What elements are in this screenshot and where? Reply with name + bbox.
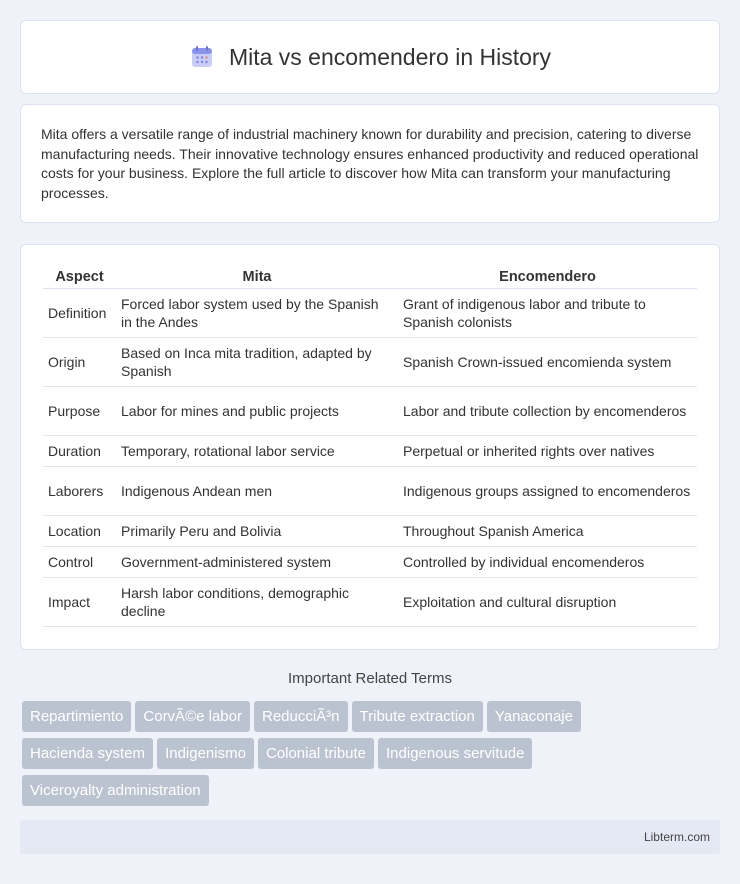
- related-term-tag[interactable]: Colonial tribute: [258, 738, 374, 769]
- footer-link[interactable]: Libterm.com: [643, 830, 710, 844]
- table-cell: Perpetual or inherited rights over natives: [398, 436, 697, 467]
- table-cell: Duration: [43, 436, 116, 467]
- related-term-tag[interactable]: ReducciÃ³n: [254, 701, 348, 732]
- table-cell: Controlled by individual encomenderos: [398, 547, 697, 578]
- table-cell: Definition: [43, 289, 116, 338]
- table-cell: Throughout Spanish America: [398, 516, 697, 547]
- column-header: Mita: [116, 263, 398, 289]
- related-term-tag[interactable]: CorvÃ©e labor: [135, 701, 250, 732]
- table-cell: Indigenous groups assigned to encomenderos: [398, 467, 697, 516]
- related-term-tag[interactable]: Tribute extraction: [352, 701, 483, 732]
- table-cell: Government-administered system: [116, 547, 398, 578]
- table-cell: Spanish Crown-issued encomienda system: [398, 338, 697, 387]
- related-term-tag[interactable]: Hacienda system: [22, 738, 153, 769]
- column-header: Aspect: [43, 263, 116, 289]
- table-cell: Laborers: [43, 467, 116, 516]
- related-terms-title: Important Related Terms: [288, 670, 452, 687]
- table-row: [43, 467, 697, 516]
- page-title: Mita vs encomendero in History: [228, 43, 552, 70]
- intro-card: [20, 104, 720, 223]
- table-row: [43, 338, 697, 387]
- table-row: [43, 387, 697, 436]
- table-cell: Exploitation and cultural disruption: [398, 578, 697, 627]
- table-cell: Primarily Peru and Bolivia: [116, 516, 398, 547]
- table-cell: Forced labor system used by the Spanish in the Andes: [116, 289, 398, 338]
- column-header: Encomendero: [398, 263, 697, 289]
- table-cell: Control: [43, 547, 116, 578]
- table-cell: Indigenous Andean men: [116, 467, 398, 516]
- table-cell: Labor for mines and public projects: [116, 387, 398, 436]
- table-cell: Harsh labor conditions, demographic decline: [116, 578, 398, 627]
- related-term-tag[interactable]: Viceroyalty administration: [22, 775, 209, 806]
- comparison-card: [20, 244, 720, 650]
- table-row: [43, 289, 697, 338]
- table-cell: Grant of indigenous labor and tribute to Spanish colonists: [398, 289, 697, 338]
- table-row: [43, 516, 697, 547]
- table-row: [43, 436, 697, 467]
- related-terms-list: [22, 701, 722, 812]
- table-cell: Temporary, rotational labor service: [116, 436, 398, 467]
- table-cell: Purpose: [43, 387, 116, 436]
- table-cell: Impact: [43, 578, 116, 627]
- comparison-table: [43, 263, 697, 627]
- table-header-row: [43, 263, 697, 289]
- related-term-tag[interactable]: Indigenous servitude: [378, 738, 532, 769]
- related-term-tag[interactable]: Repartimiento: [22, 701, 131, 732]
- table-cell: Labor and tribute collection by encomenderos: [398, 387, 697, 436]
- header-card: [20, 20, 720, 94]
- table-cell: Based on Inca mita tradition, adapted by Spanish: [116, 338, 398, 387]
- related-term-tag[interactable]: Indigenismo: [157, 738, 254, 769]
- table-cell: Origin: [43, 338, 116, 387]
- table-row: [43, 547, 697, 578]
- related-term-tag[interactable]: Yanaconaje: [487, 701, 581, 732]
- calendar-grid-icon: [189, 44, 215, 70]
- table-row: [43, 578, 697, 627]
- intro-text: Mita offers a versatile range of industrial machinery known for durability and precision, catering to diverse manufacturing needs. Their innovative technology ensures enhanced productivity and reduced operational costs for your business. Explore the full article to discover how Mita can transform your manufacturing processes.: [41, 126, 699, 201]
- footer: [20, 820, 720, 854]
- table-cell: Location: [43, 516, 116, 547]
